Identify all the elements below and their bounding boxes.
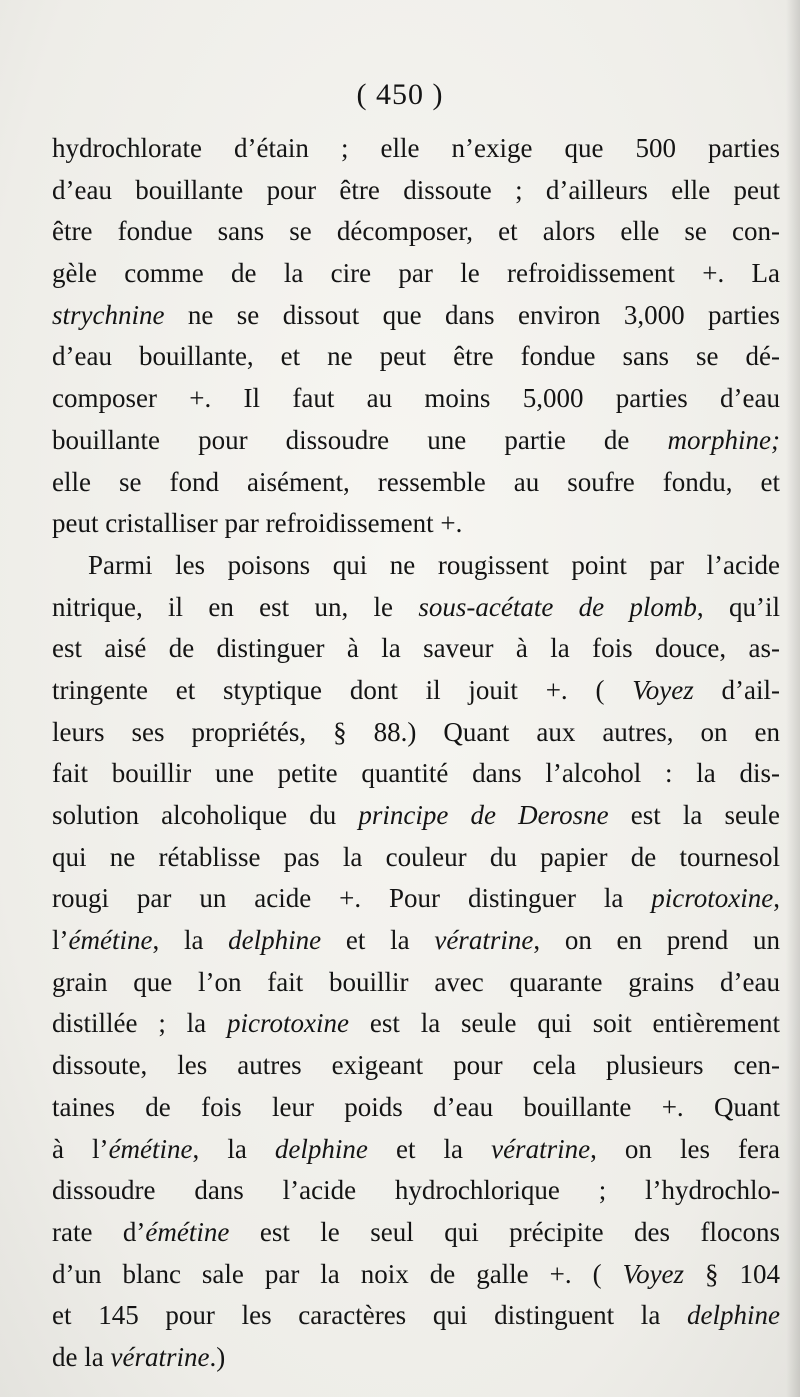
text-segment: est la seule qui soit entièrement [349,1008,780,1039]
text-segment: , la [152,925,229,956]
text-segment: et la [367,1133,492,1164]
body-text [52,128,780,1379]
text-segment: grain que l’on fait bouillir avec quarante grains d’eau [52,966,780,997]
text-segment: est la seule [608,800,780,830]
text-segment: rougi par un acide +. Pour distinguer la [52,883,652,914]
text-segment: ne se dissout que dans environ 3,000 parties [164,299,780,330]
text-line [52,712,780,754]
text-line [52,753,780,795]
italic-term: émétine [108,1133,193,1164]
text-line [52,170,780,212]
text-line [52,1045,780,1087]
italic-term: sous-acétate de plomb [418,591,697,622]
text-line [52,128,780,170]
text-segment: solution alcoholique du [52,800,359,830]
text-segment: bouillante pour dissoudre une partie de [52,424,668,455]
text-segment: être fondue sans se décomposer, et alors elle se con- [52,216,780,247]
text-segment: de la [52,1341,111,1372]
text-segment: et la [321,925,435,956]
text-line [52,1295,780,1337]
italic-term: morphine; [667,424,780,455]
page-number: ( 450 ) [356,78,444,111]
italic-term: principe de Derosne [358,800,609,830]
text-segment: § 104 [684,1258,780,1289]
italic-term: picrotoxine [651,883,774,914]
text-segment: , on les fera [590,1133,780,1164]
text-line [52,295,780,337]
text-line [52,1087,780,1129]
text-segment: et 145 pour les caractères qui distinguent la [52,1300,688,1331]
italic-term: vératrine [434,925,534,956]
text-line [52,253,780,295]
text-segment: , qu’il [696,591,780,622]
italic-term: vératrine [491,1133,591,1164]
text-segment: dissoute, les autres exigeant pour cela plusieurs cen- [52,1050,780,1081]
text-segment: d’eau bouillante pour être dissoute ; d’ailleurs elle peut [52,174,780,205]
text-line [52,420,780,462]
text-line [52,920,780,962]
text-segment: tringente et styptique dont il jouit +. ( [52,674,633,705]
italic-term: Voyez [632,674,694,705]
italic-term: delphine [687,1300,780,1331]
text-line [52,462,780,504]
text-segment: peut cristalliser par refroidissement +. [52,508,463,539]
text-segment: est aisé de distinguer à la saveur à la fois douce, as- [52,633,780,664]
text-line [52,1212,780,1254]
italic-term: émétine [145,1216,230,1247]
text-segment: dissoudre dans l’acide hydrochlorique ; l’hydrochlo- [52,1175,780,1206]
text-line [52,1129,780,1171]
text-segment: elle se fond aisément, ressemble au soufre fondu, et [52,466,780,497]
text-line [52,795,780,837]
text-segment: l’ [52,925,69,956]
italic-term: delphine [274,1133,368,1164]
italic-term: delphine [228,925,322,956]
text-line [52,962,780,1004]
text-segment: gèle comme de la cire par le refroidissement +. La [52,258,780,289]
text-segment: .) [209,1341,226,1372]
italic-term: picrotoxine [227,1008,349,1039]
text-line [52,628,780,670]
text-segment: rate d’ [52,1216,146,1247]
text-segment: fait bouillir une petite quantité dans l’alcohol : la dis- [52,758,780,789]
italic-term: strychnine [52,299,165,330]
text-segment: leurs ses propriétés, § 88.) Quant aux autres, on en [52,716,780,747]
text-segment: d’un blanc sale par la noix de galle +. ( [52,1258,623,1289]
text-line [52,587,780,629]
text-segment: qui ne rétablisse pas la couleur du papier de tournesol [52,841,780,872]
text-line [52,211,780,253]
text-segment: , [773,883,780,914]
text-segment: taines de fois leur poids d’eau bouillante +. Quant [52,1091,780,1122]
text-segment: , on en prend un [533,925,780,956]
text-line [52,878,780,920]
text-segment: nitrique, il en est un, le [52,591,419,622]
text-segment: d’eau bouillante, et ne peut être fondue sans se dé- [52,341,780,372]
italic-term: Voyez [622,1258,685,1289]
text-line [52,1337,780,1379]
text-line [52,1003,780,1045]
text-segment: distillée ; la [52,1008,228,1039]
text-segment: Parmi les poisons qui ne rougissent point par l’acide [88,549,780,580]
text-segment: composer +. Il faut au moins 5,000 parties d’eau [52,383,780,414]
text-segment: hydrochlorate d’étain ; elle n’exige que 500 parties [52,133,780,163]
text-line [52,378,780,420]
text-segment: d’ail- [693,674,780,705]
text-segment: à l’ [52,1133,109,1164]
text-segment: est le seul qui précipite des flocons [229,1216,780,1247]
text-line [52,545,780,587]
text-line [52,1170,780,1212]
page-edge-shadow [786,0,800,1397]
text-line [52,670,780,712]
text-line [52,1254,780,1296]
italic-term: vératrine [110,1341,210,1372]
text-line [52,837,780,879]
text-segment: , la [192,1133,275,1164]
text-line [52,503,780,545]
text-line [52,336,780,378]
italic-term: émétine [68,925,153,956]
